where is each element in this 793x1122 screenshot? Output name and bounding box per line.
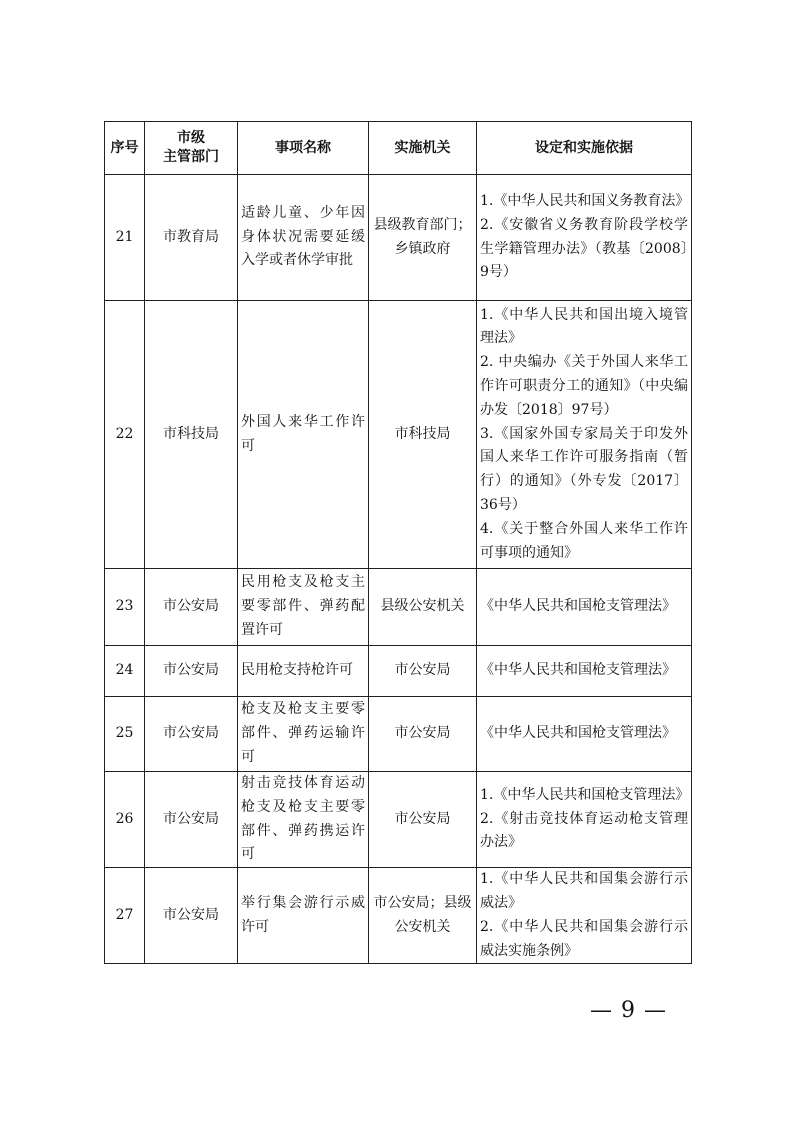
row-department: 市教育局 — [145, 175, 238, 301]
legal-basis-item: 《中华人民共和国枪支管理法》 — [480, 725, 676, 742]
table-row — [105, 569, 692, 646]
row-number: 22 — [105, 301, 145, 569]
row-item-name: 民用枪支及枪支主要零部件、弹药配置许可 — [238, 569, 369, 646]
row-legal-basis — [477, 697, 692, 772]
table-row — [105, 697, 692, 772]
legal-basis-item: 2. 中央编办《关于外国人来华工作许可职责分工的通知》（中央编办发〔2018〕97号） — [480, 354, 688, 418]
row-legal-basis — [477, 868, 692, 964]
header-dept-line1: 市级 — [177, 130, 205, 146]
row-number: 26 — [105, 772, 145, 868]
row-legal-basis — [477, 569, 692, 646]
table-row — [105, 646, 692, 697]
table-body — [105, 175, 692, 964]
row-implementing-agency: 县级教育部门；乡镇政府 — [369, 175, 477, 301]
table-row — [105, 175, 692, 301]
row-number: 21 — [105, 175, 145, 301]
table-row — [105, 301, 692, 569]
row-legal-basis — [477, 646, 692, 697]
legal-basis-item: 2.《中华人民共和国集会游行示威法实施条例》 — [480, 918, 688, 959]
legal-basis-item: 4.《关于整合外国人来华工作许可事项的通知》 — [480, 520, 688, 561]
row-item-name: 适龄儿童、少年因身体状况需要延缓入学或者休学审批 — [238, 175, 369, 301]
row-item-name: 外国人来华工作许可 — [238, 301, 369, 569]
row-implementing-agency: 市公安局 — [369, 772, 477, 868]
row-implementing-agency: 市公安局 — [369, 646, 477, 697]
header-no: 序号 — [105, 122, 145, 175]
row-number: 24 — [105, 646, 145, 697]
row-department: 市科技局 — [145, 301, 238, 569]
legal-basis-item: 2.《安徽省义务教育阶段学校学生学籍管理办法》（教基〔2008〕9号） — [480, 216, 688, 281]
legal-basis-item: 1.《中华人民共和国出境入境管理法》 — [480, 306, 688, 347]
legal-basis-item: 1.《中华人民共和国集会游行示威法》 — [480, 871, 688, 911]
row-implementing-agency: 县级公安机关 — [369, 569, 477, 646]
legal-basis-item: 1.《中华人民共和国义务教育法》 — [480, 192, 690, 209]
header-basis: 设定和实施依据 — [477, 122, 692, 175]
row-legal-basis — [477, 175, 692, 301]
table-header-row — [105, 122, 692, 175]
header-dept-line2: 主管部门 — [163, 149, 219, 165]
legal-basis-item: 1.《中华人民共和国枪支管理法》 — [480, 786, 690, 803]
row-implementing-agency: 市公安局 — [369, 697, 477, 772]
legal-basis-item: 3.《国家外国专家局关于印发外国人来华工作许可服务指南（暂行）的通知》（外专发〔2017〕36号） — [480, 425, 688, 513]
row-legal-basis — [477, 772, 692, 868]
header-org: 实施机关 — [369, 122, 477, 175]
row-implementing-agency: 市公安局；县级公安机关 — [369, 868, 477, 964]
legal-basis-item: 《中华人民共和国枪支管理法》 — [480, 662, 676, 679]
row-department: 市公安局 — [145, 646, 238, 697]
row-department: 市公安局 — [145, 868, 238, 964]
row-item-name: 射击竞技体育运动枪支及枪支主要零部件、弹药携运许可 — [238, 772, 369, 868]
legal-basis-item: 2.《射击竞技体育运动枪支管理办法》 — [480, 810, 688, 851]
row-legal-basis — [477, 301, 692, 569]
row-item-name: 民用枪支持枪许可 — [238, 646, 369, 697]
header-dept — [145, 122, 238, 175]
row-number: 27 — [105, 868, 145, 964]
legal-basis-item: 《中华人民共和国枪支管理法》 — [480, 598, 676, 615]
row-department: 市公安局 — [145, 697, 238, 772]
row-number: 25 — [105, 697, 145, 772]
table-row — [105, 868, 692, 964]
row-number: 23 — [105, 569, 145, 646]
header-name: 事项名称 — [238, 122, 369, 175]
row-item-name: 举行集会游行示威许可 — [238, 868, 369, 964]
row-department: 市公安局 — [145, 772, 238, 868]
row-department: 市公安局 — [145, 569, 238, 646]
permits-table — [104, 121, 692, 964]
table-row — [105, 772, 692, 868]
row-implementing-agency: 市科技局 — [369, 301, 477, 569]
row-item-name: 枪支及枪支主要零部件、弹药运输许可 — [238, 697, 369, 772]
page-number: — 9 — — [590, 998, 667, 1023]
